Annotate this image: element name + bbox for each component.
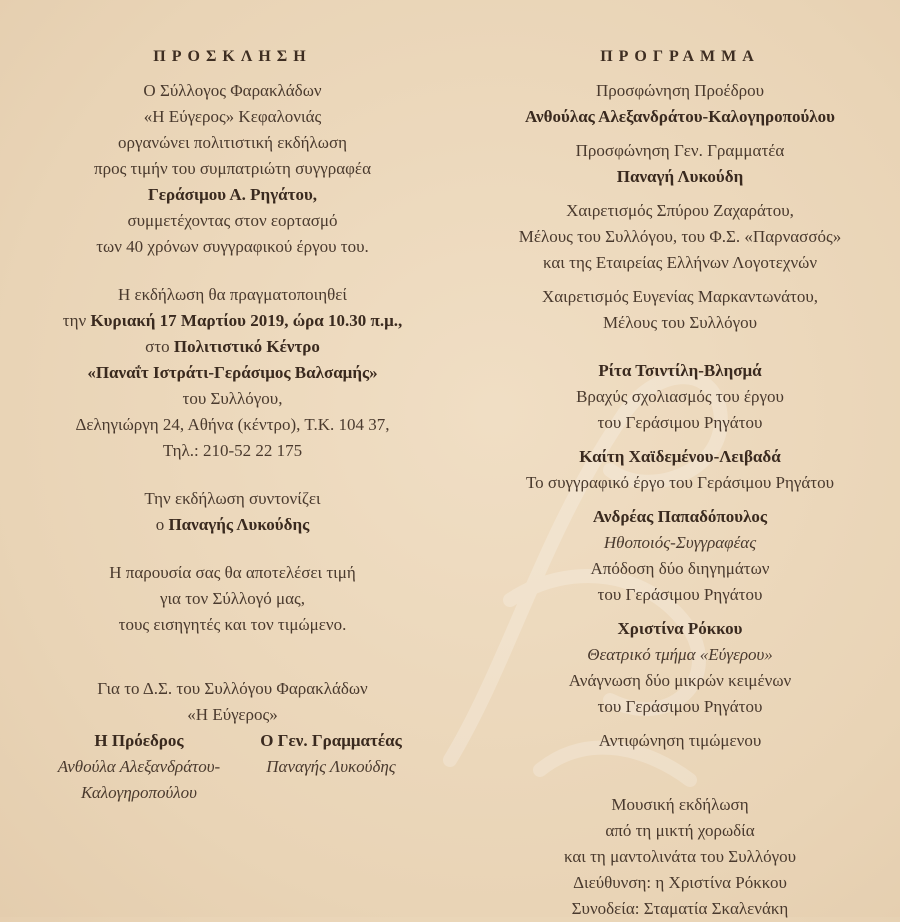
president-block [52,728,227,806]
venue-prefix: στο [145,337,174,356]
intro-line: Ο Σύλλογος Φαρακλάδων [143,81,322,100]
board-line: «Η Εύγερος» [187,705,278,724]
address: Δεληγιώργη 24, Αθήνα (κέντρο), Τ.Κ. 104 37, [75,415,390,434]
program-item-text: Χαιρετισμός Σπύρου Ζαχαράτου, [566,201,794,220]
intro-line: οργανώνει πολιτιστική εκδήλωση [117,133,348,152]
intro-line: «Η Εύγερος» Κεφαλονιάς [143,107,322,126]
invitation-heading: ΠΡΟΣΚΛΗΣΗ [153,48,312,65]
coordinator-name-line [10,512,455,538]
program-heading: ΠΡΟΓΡΑΜΜΑ [600,48,760,65]
phone: Τηλ.: 210-52 22 175 [162,441,303,460]
program-item-role: Ηθοποιός-Συγγραφέας [603,533,757,552]
signatures [10,728,455,806]
program-item-text: Ανάγνωση δύο μικρών κειμένων [568,671,792,690]
event-line: Η εκδήλωση θα πραγματοποιηθεί [117,285,348,304]
program-item-text: του Γεράσιμου Ρηγάτου [597,697,763,716]
closing-line: τους εισηγητές και τον τιμώμενο. [118,615,347,634]
coordinator-prefix: ο [155,515,169,534]
venue-name: «Παναΐτ Ιστράτι-Γεράσιμος Βαλσαμής» [87,363,378,382]
venue-line [10,334,455,360]
board-line: Για το Δ.Σ. του Συλλόγου Φαρακλάδων [97,679,368,698]
program-item-text: Το συγγραφικό έργο του Γεράσιμου Ρηγάτου [525,473,835,492]
intro-line: των 40 χρόνων συγγραφικού έργου του. [96,237,369,256]
program-item-text: και της Εταιρείας Ελλήνων Λογοτεχνών [542,253,818,272]
program-item-role: Θεατρικό τμήμα «Εύγερου» [587,645,773,664]
program-item-name: Καίτη Χαϊδεμένου-Λειβαδά [579,447,781,466]
program-item-text: Μουσική εκδήλωση [611,795,749,814]
program-item-text: του Γεράσιμου Ρηγάτου [597,585,763,604]
closing-line: Η παρουσία σας θα αποτελέσει τιμή [109,563,356,582]
program-item-name: Χριστίνα Ρόκκου [617,619,743,638]
president-name: Καλογηροπούλου [81,783,197,802]
program-item-text: Προσφώνηση Γεν. Γραμματέα [575,141,785,160]
coordinator-name: Παναγής Λυκούδης [168,515,310,534]
coordinator-line: Την εκδήλωση συντονίζει [144,489,321,508]
program-item-text: Προσφώνηση Προέδρου [595,81,765,100]
event-date-line [10,308,455,334]
president-title: Η Πρόεδρος [94,731,184,750]
program-item-name: Ρίτα Τσιντίλη-Βλησμά [598,361,762,380]
invitation-column [10,0,455,806]
secretary-title: Ο Γεν. Γραμματέας [260,731,402,750]
intro-line: συμμετέχοντας στον εορτασμό [127,211,338,230]
program-item-text: και τη μαντολινάτα του Συλλόγου [563,847,797,866]
program-item-name: Ανδρέας Παπαδόπουλος [592,507,768,526]
program-item-name: Παναγή Λυκούδη [616,167,744,186]
closing-line: για τον Σύλλογό μας, [159,589,306,608]
event-date: Κυριακή 17 Μαρτίου 2019, ώρα 10.30 π.μ., [90,311,403,330]
president-name: Ανθούλα Αλεξανδράτου- [57,757,221,776]
honoree-name: Γεράσιμου Α. Ρηγάτου, [147,185,318,204]
program-column [465,0,895,922]
program-item-text: Απόδοση δύο διηγημάτων [590,559,770,578]
venue-owner: του Συλλόγου, [182,389,283,408]
program-item-text: Μέλους του Συλλόγου [602,313,758,332]
program-item-text: Μέλους του Συλλόγου, του Φ.Σ. «Παρνασσός» [518,227,842,246]
program-item-text: από τη μικτή χορωδία [605,821,755,840]
venue: Πολιτιστικό Κέντρο [173,337,320,356]
program-item-text: Συνοδεία: Σταματία Σκαλενάκη [571,899,789,918]
program-item-text: Χαιρετισμός Ευγενίας Μαρκαντωνάτου, [542,287,818,306]
program-item-name: Ανθούλας Αλεξανδράτου-Καλογηροπούλου [525,107,835,126]
program-item-text: Διεύθυνση: η Χριστίνα Ρόκκου [573,873,787,892]
event-date-prefix: την [62,311,91,330]
program-item-text: του Γεράσιμου Ρηγάτου [597,413,763,432]
intro-line: προς τιμήν του συμπατριώτη συγγραφέα [94,159,371,178]
program-item-text: Αντιφώνηση τιμώμενου [598,731,762,750]
program-item-text: Βραχύς σχολιασμός του έργου [576,387,784,406]
secretary-block [249,728,414,806]
secretary-name: Παναγής Λυκούδης [266,757,396,776]
